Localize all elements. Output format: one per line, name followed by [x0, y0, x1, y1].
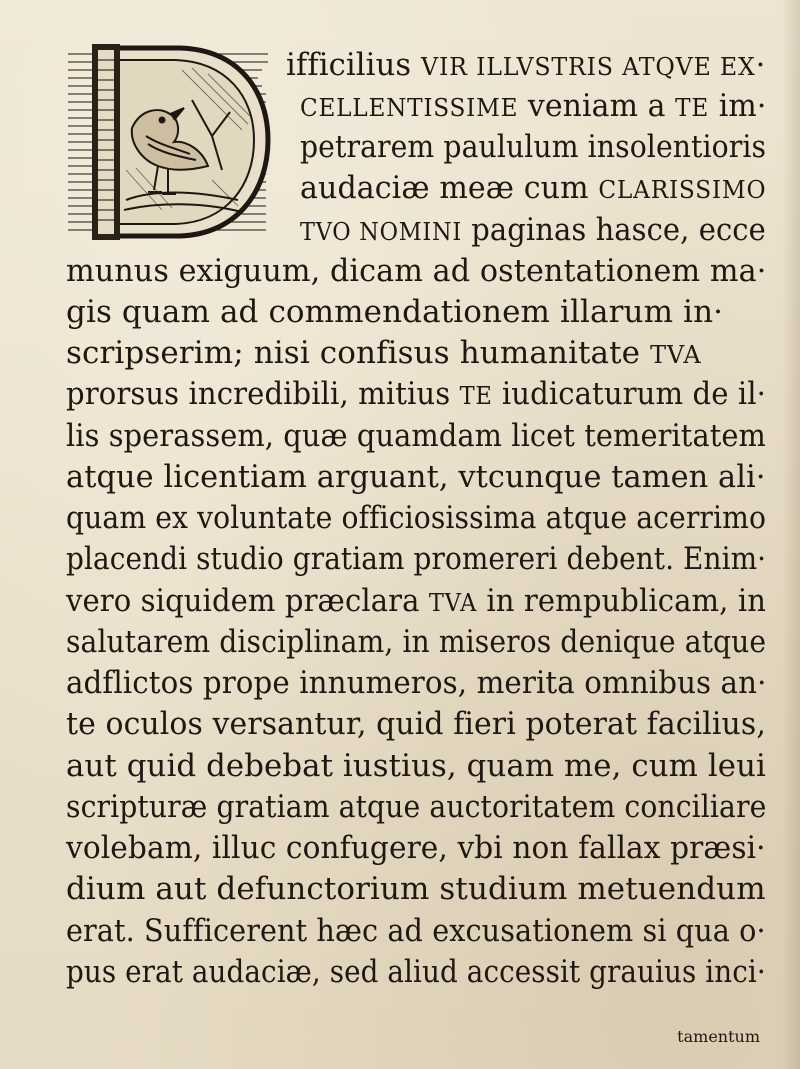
decorated-initial-D-with-bird-icon	[62, 40, 274, 242]
text-run: gis quam ad commendationem illarum in·	[66, 294, 724, 330]
text-run: im·	[709, 88, 767, 124]
text-run: atque licentiam arguant, vtcunque tamen ali·	[66, 459, 766, 495]
text-line	[66, 416, 766, 456]
small-caps-text: TE	[675, 94, 710, 122]
text-line	[66, 374, 766, 416]
text-run: in rempublicam, in	[477, 583, 767, 619]
text-line	[66, 581, 766, 623]
text-line	[66, 787, 766, 827]
text-run: petrarem paululum insolentioris	[300, 129, 767, 165]
text-run: placendi studio gratiam promereri debent. Enim·	[66, 541, 767, 577]
text-run: salutarem disciplinam, in miseros denique atque	[66, 624, 767, 660]
decorated-initial	[62, 40, 274, 242]
text-line	[66, 952, 766, 992]
text-run: lis sperassem, quæ quamdam licet temeritatem	[66, 418, 766, 454]
text-line	[66, 911, 766, 951]
small-caps-text: CLARISSIMO	[598, 176, 767, 204]
text-run: ·	[755, 47, 766, 83]
text-line	[66, 539, 766, 579]
text-line	[300, 86, 766, 128]
text-run: audaciæ meæ cum	[300, 170, 599, 206]
text-run: vero siquidem præclara	[66, 583, 429, 619]
text-line	[300, 127, 766, 167]
small-caps-text: TVA	[650, 341, 702, 369]
text-run: pus erat audaciæ, sed aliud accessit grauius inci·	[66, 954, 766, 990]
text-run: munus exiguum, dicam ad ostentationem ma·	[66, 253, 767, 289]
text-line	[66, 828, 766, 868]
text-run: volebam, illuc confugere, vbi non fallax præsi·	[66, 830, 766, 866]
text-line	[66, 746, 766, 786]
text-run: veniam a	[518, 88, 676, 124]
text-line	[300, 210, 766, 252]
text-run: iudicaturum de il·	[492, 376, 766, 412]
text-run: scripturæ gratiam atque auctoritatem conciliare	[66, 789, 767, 825]
small-caps-text: TVA	[428, 589, 478, 617]
text-run: erat. Sufficerent hæc ad excusationem si qua o·	[66, 913, 766, 949]
text-line	[66, 704, 766, 744]
small-caps-text: VIR ILLVSTRIS ATQVE EX	[421, 53, 756, 81]
text-run: scripserim; nisi confisus humanitate	[66, 335, 651, 371]
text-line	[66, 622, 766, 662]
text-line	[66, 251, 766, 291]
text-run: dium aut defunctorium studium metuendum	[66, 871, 766, 907]
text-line	[66, 498, 766, 538]
text-run: adflictos prope innumeros, merita omnibus an·	[66, 665, 767, 701]
text-run: te oculos versantur, quid fieri poterat facilius,	[66, 706, 766, 742]
text-line	[300, 168, 766, 210]
small-caps-text: TE	[459, 382, 493, 410]
text-run: ifficilius	[286, 47, 422, 83]
text-run: aut quid debebat iustius, quam me, cum leui	[66, 748, 766, 784]
text-line	[66, 333, 702, 375]
text-line	[66, 292, 723, 332]
small-caps-text: CELLENTISSIME	[300, 94, 519, 122]
small-caps-text: TVO NOMINI	[300, 218, 462, 246]
text-line	[66, 457, 766, 497]
catchword: tamentum	[677, 1027, 760, 1046]
text-run: paginas hasce, ecce	[461, 212, 766, 248]
text-run: prorsus incredibili, mitius	[66, 376, 460, 412]
text-run: quam ex voluntate officiosissima atque acerrimo	[66, 500, 767, 536]
text-line	[66, 869, 766, 909]
text-line	[66, 663, 766, 703]
text-line	[286, 45, 766, 87]
